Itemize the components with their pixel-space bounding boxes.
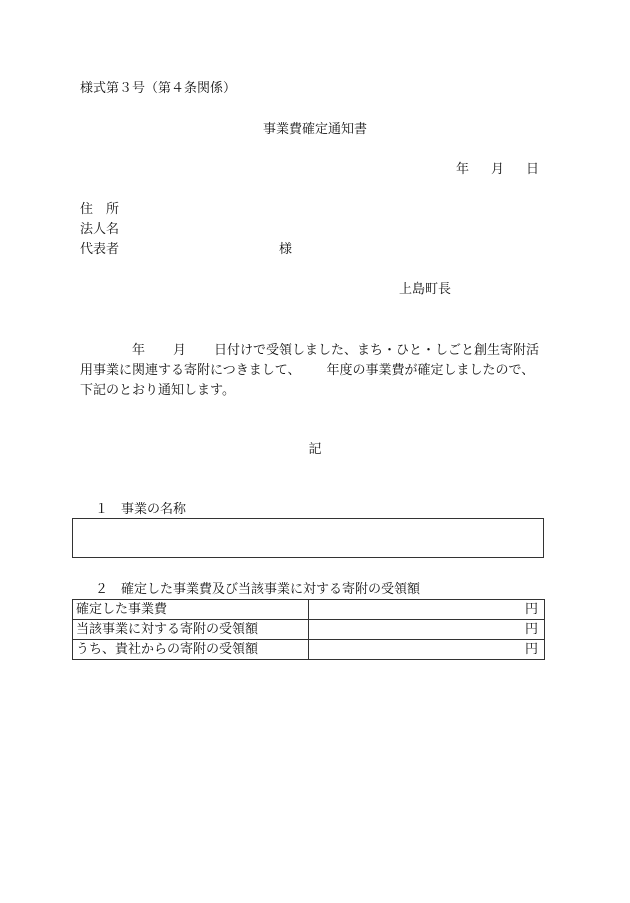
project-name-box: [72, 518, 544, 558]
date-day-label: 日: [526, 162, 540, 177]
body-line-1-text: 日付けで受領しました、まち・ひと・しごと創生寄附活: [214, 343, 540, 358]
address-label: 住 所: [80, 202, 120, 217]
representative-label: 代表者: [80, 242, 120, 257]
row-label: 当該事業に対する寄附の受領額: [73, 620, 309, 640]
body-line-1: [80, 341, 550, 361]
table-row: [73, 640, 545, 660]
date-month-label: 月: [491, 162, 505, 177]
amounts-table: [72, 599, 545, 660]
body-paragraph: [80, 341, 550, 401]
table-row: [73, 600, 545, 620]
body-line-3: 下記のとおり通知します。: [80, 383, 235, 398]
notes-heading: 記: [308, 442, 322, 457]
section-2-heading: ２ 確定した事業費及び当該事業に対する寄附の受領額: [95, 582, 421, 597]
row-unit: 円: [309, 600, 545, 620]
body-month-label: 月: [173, 343, 187, 358]
body-line-2-text-a: 用事業に関連する寄附につきまして、: [80, 363, 301, 378]
form-number: 様式第３号（第４条関係）: [80, 81, 237, 96]
body-line-2-text-b: 年度の事業費が確定しましたので、: [326, 363, 535, 378]
honorific: 様: [279, 242, 293, 257]
row-label: うち、貴社からの寄附の受領額: [73, 640, 309, 660]
row-unit: 円: [309, 640, 545, 660]
document-title: 事業費確定通知書: [262, 122, 367, 137]
table-row: [73, 620, 545, 640]
sender-title: 上島町長: [399, 282, 452, 297]
date-year-label: 年: [456, 162, 470, 177]
body-line-2: [80, 361, 550, 381]
section-1-heading: １ 事業の名称: [95, 502, 187, 517]
body-year-label: 年: [132, 343, 146, 358]
row-label: 確定した事業費: [73, 600, 309, 620]
corporation-name-label: 法人名: [80, 222, 120, 237]
date-line: [456, 161, 539, 179]
row-unit: 円: [309, 620, 545, 640]
